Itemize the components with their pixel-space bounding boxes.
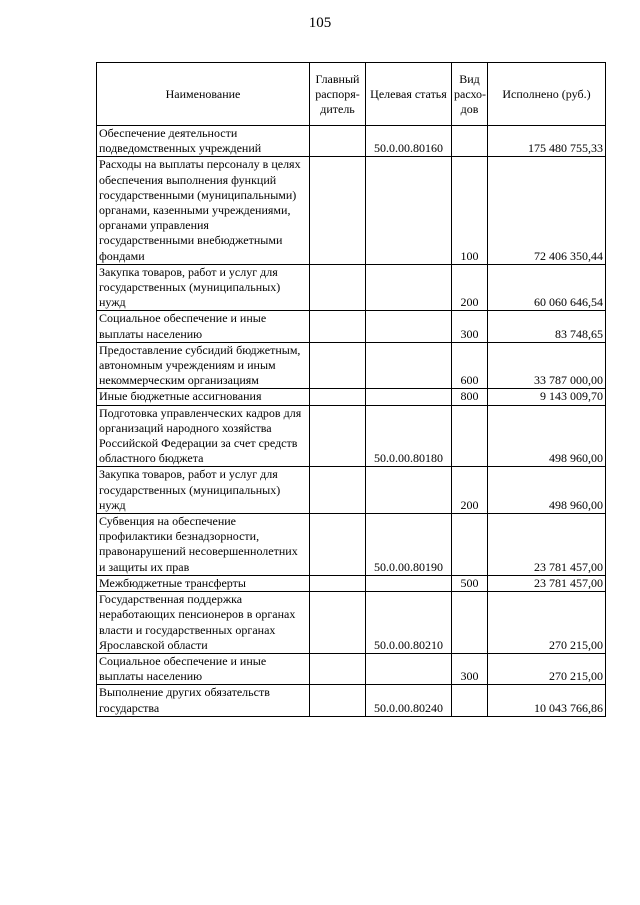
row-amount: 270 215,00 (488, 592, 606, 654)
row-article (366, 157, 452, 264)
row-name: Социальное обеспечение и иные выплаты населению (97, 653, 310, 684)
row-admin (310, 311, 366, 342)
row-amount: 33 787 000,00 (488, 342, 606, 389)
row-amount: 9 143 009,70 (488, 389, 606, 405)
row-type: 600 (452, 342, 488, 389)
table-row (97, 264, 606, 311)
page-number: 105 (308, 15, 332, 31)
row-amount: 175 480 755,33 (488, 126, 606, 157)
row-admin (310, 389, 366, 405)
row-article: 50.0.00.80180 (366, 405, 452, 467)
row-article: 50.0.00.80160 (366, 126, 452, 157)
row-admin (310, 405, 366, 467)
row-name: Межбюджетные трансферты (97, 575, 310, 591)
row-name: Закупка товаров, работ и услуг для государственных (муниципальных) нужд (97, 264, 310, 311)
row-article (366, 653, 452, 684)
header-amount: Исполнено (руб.) (488, 63, 606, 126)
table-header-row (97, 63, 606, 126)
row-type: 200 (452, 467, 488, 514)
row-type (452, 405, 488, 467)
row-type (452, 514, 488, 576)
header-admin: Главный распоря-дитель (310, 63, 366, 126)
row-name: Социальное обеспечение и иные выплаты населению (97, 311, 310, 342)
row-admin (310, 653, 366, 684)
row-name: Иные бюджетные ассигнования (97, 389, 310, 405)
table-row (97, 389, 606, 405)
row-name: Государственная поддержка неработающих пенсионеров в органах власти и государственных органах Ярославской области (97, 592, 310, 654)
row-type: 300 (452, 311, 488, 342)
budget-execution-table (96, 62, 606, 717)
row-admin (310, 264, 366, 311)
row-admin (310, 514, 366, 576)
row-type: 100 (452, 157, 488, 264)
row-admin (310, 342, 366, 389)
row-admin (310, 467, 366, 514)
table-row (97, 342, 606, 389)
row-name: Выполнение других обязательств государства (97, 685, 310, 716)
header-name: Наименование (97, 63, 310, 126)
row-article (366, 311, 452, 342)
row-name: Закупка товаров, работ и услуг для государственных (муниципальных) нужд (97, 467, 310, 514)
row-type: 300 (452, 653, 488, 684)
row-type: 500 (452, 575, 488, 591)
row-amount: 10 043 766,86 (488, 685, 606, 716)
table-row (97, 592, 606, 654)
row-admin (310, 592, 366, 654)
table-row (97, 575, 606, 591)
table-row (97, 157, 606, 264)
row-type: 800 (452, 389, 488, 405)
row-admin (310, 157, 366, 264)
row-name: Субвенция на обеспечение профилактики безнадзорности, правонарушений несовершеннолетних и защиты их прав (97, 514, 310, 576)
row-name: Расходы на выплаты персоналу в целях обеспечения выполнения функций государственными (муниципальными) органами, казенными учреждениями, органами управления государственными внебюджетными фондами (97, 157, 310, 264)
row-article: 50.0.00.80210 (366, 592, 452, 654)
row-name: Предоставление субсидий бюджетным, автономным учреждениям и иным некоммерческим организациям (97, 342, 310, 389)
row-type (452, 685, 488, 716)
row-article (366, 264, 452, 311)
row-amount: 498 960,00 (488, 405, 606, 467)
row-amount: 498 960,00 (488, 467, 606, 514)
table-row (97, 126, 606, 157)
header-article: Целевая статья (366, 63, 452, 126)
row-article (366, 467, 452, 514)
row-amount: 60 060 646,54 (488, 264, 606, 311)
row-admin (310, 685, 366, 716)
table-row (97, 685, 606, 716)
table-row (97, 514, 606, 576)
row-amount: 23 781 457,00 (488, 514, 606, 576)
table-row (97, 405, 606, 467)
row-type (452, 592, 488, 654)
row-amount: 83 748,65 (488, 311, 606, 342)
row-article (366, 389, 452, 405)
row-type: 200 (452, 264, 488, 311)
row-type (452, 126, 488, 157)
row-name: Подготовка управленческих кадров для организаций народного хозяйства Российской Федерации за счет средств областного бюджета (97, 405, 310, 467)
row-admin (310, 575, 366, 591)
table-row (97, 653, 606, 684)
row-article: 50.0.00.80240 (366, 685, 452, 716)
row-article (366, 342, 452, 389)
row-article: 50.0.00.80190 (366, 514, 452, 576)
header-type: Вид расхо-дов (452, 63, 488, 126)
row-amount: 270 215,00 (488, 653, 606, 684)
row-article (366, 575, 452, 591)
row-amount: 72 406 350,44 (488, 157, 606, 264)
row-admin (310, 126, 366, 157)
table-row (97, 467, 606, 514)
row-amount: 23 781 457,00 (488, 575, 606, 591)
table-row (97, 311, 606, 342)
row-name: Обеспечение деятельности подведомственных учреждений (97, 126, 310, 157)
